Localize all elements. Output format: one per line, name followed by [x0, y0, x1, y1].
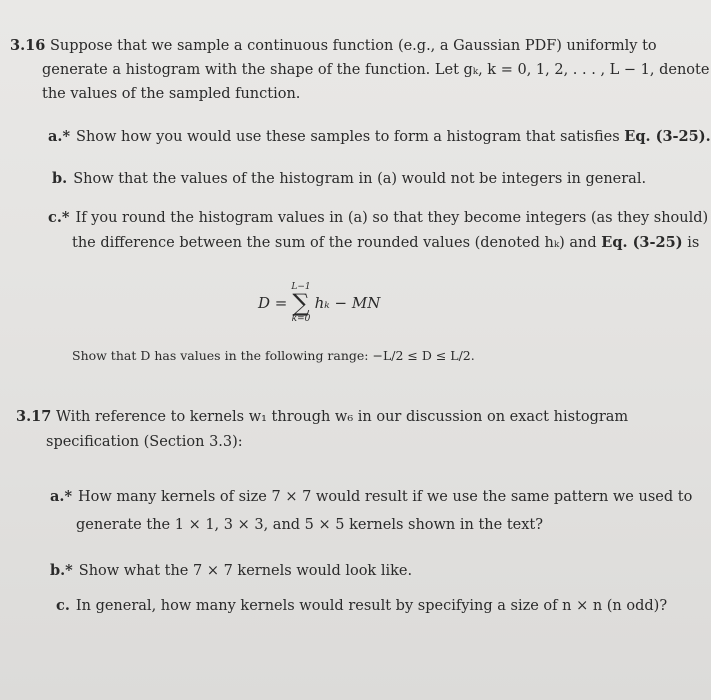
317-part-a-label: a.* [50, 488, 73, 505]
part-c-line1: If you round the histogram values in (a) so that they become integers (as they should) [75, 210, 709, 226]
problem-316-part-c-line2 [72, 234, 699, 252]
problem-316-number: 3.16 [10, 37, 46, 54]
problem-317-part-b [50, 562, 412, 580]
problem-316-intro-line3: the values of the sampled function. [42, 86, 301, 102]
problem-317-heading [16, 408, 628, 426]
equation-rhs: hₖ − MN [314, 294, 381, 312]
317-part-c-label: c. [56, 597, 70, 614]
problem-316-part-a [48, 128, 711, 146]
317-part-a-line2: generate the 1 × 1, 3 × 3, and 5 × 5 kernels shown in the text? [76, 517, 544, 533]
problem-317-intro-line2: specification (Section 3.3): [46, 434, 243, 450]
part-a-label: a.* [48, 128, 71, 145]
part-c-label: c.* [48, 209, 70, 226]
problem-316-part-b [52, 170, 646, 188]
problem-316-intro-line2: generate a histogram with the shape of the function. Let gₖ, k = 0, 1, 2, . . . , L − 1, denote [42, 62, 710, 78]
sigma-icon: ∑ [292, 289, 310, 317]
summation-symbol [291, 282, 310, 324]
problem-317-part-c [56, 597, 667, 615]
problem-316-heading [10, 37, 657, 55]
sum-upper-limit: L−1 [291, 282, 311, 292]
317-part-b-label: b.* [50, 562, 73, 579]
part-a-text: Show how you would use these samples to form a histogram that satisfies [76, 129, 620, 145]
part-c-line2-end: is [687, 235, 700, 251]
317-part-b-text: Show what the 7 × 7 kernels would look like. [78, 563, 413, 579]
part-b-label: b. [52, 170, 68, 187]
problem-316-intro-line1: Suppose that we sample a continuous function (e.g., a Gaussian PDF) uniformly to [49, 38, 657, 54]
problem-316-range-statement: Show that D has values in the following range: −L/2 ≤ D ≤ L/2. [72, 348, 475, 363]
part-b-text: Show that the values of the histogram in (a) would not be integers in general. [73, 171, 647, 187]
problem-317-part-a [50, 488, 692, 506]
part-a-equation-ref: Eq. (3-25). [624, 128, 711, 145]
317-part-c-text: In general, how many kernels would result by specifying a size of n × n (n odd)? [75, 598, 668, 614]
equation-lhs: D = [258, 294, 288, 312]
part-c-equation-ref: Eq. (3-25) [601, 234, 683, 251]
part-c-line2: the difference between the sum of the rounded values (denoted hₖ) and [72, 235, 597, 251]
problem-317-number: 3.17 [16, 408, 52, 425]
problem-317-intro-line1: With reference to kernels w₁ through w₆ in our discussion on exact histogram [55, 409, 629, 425]
difference-equation [258, 282, 380, 324]
problem-316-part-c [48, 209, 708, 227]
317-part-a-line1: How many kernels of size 7 × 7 would result if we use the same pattern we used to [78, 489, 693, 505]
sum-lower-limit: k=0 [291, 314, 311, 324]
